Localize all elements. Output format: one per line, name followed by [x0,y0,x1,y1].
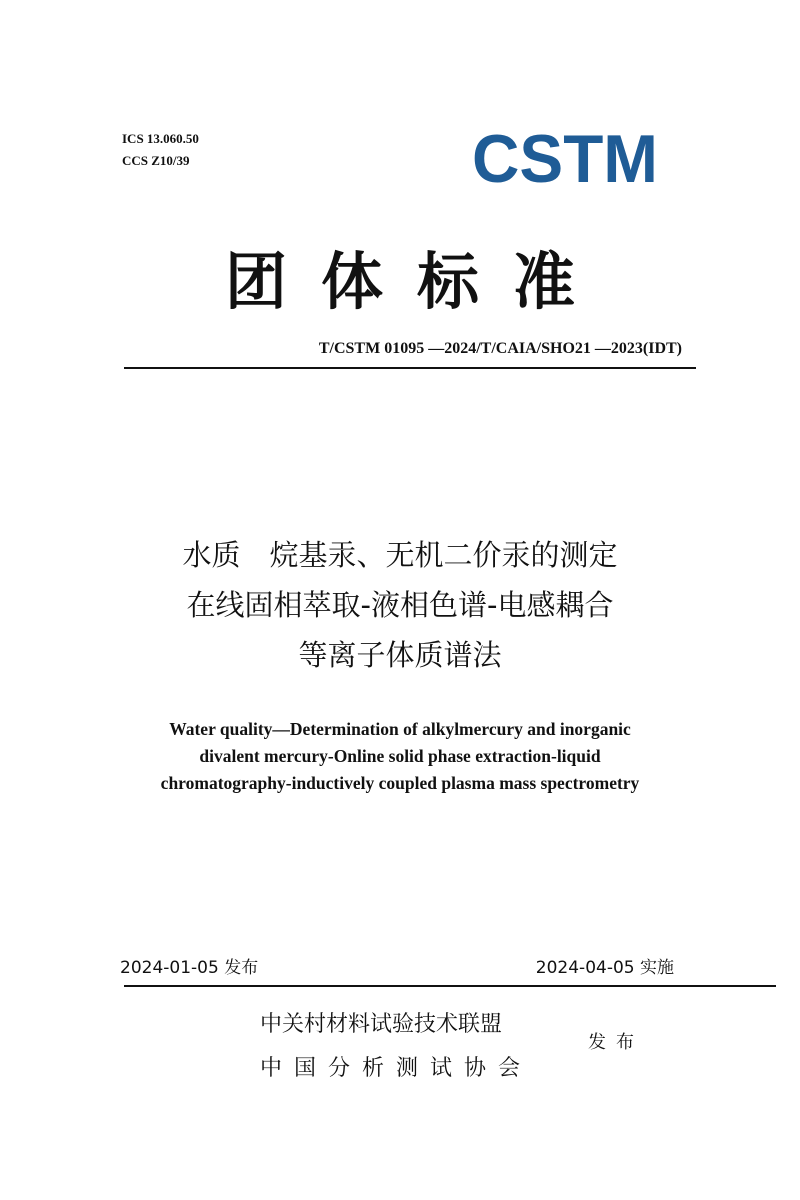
top-divider [124,367,696,369]
standard-type-heading: 团体标准 [224,245,609,318]
implementation-date: 2024-04-05 实施 [535,958,674,978]
title-zh-line: 等离子体质谱法 [298,638,502,672]
title-en-line: Water quality—Determination of alkylmercury and inorganic [169,719,631,739]
issue-label: 发布 [588,1032,644,1053]
issuer-name: 中国分析测试协会 [260,1056,533,1081]
title-zh-line: 在线固相萃取-液相色谱-电感耦合 [186,588,614,622]
ccs-code: CCS Z10/39 [122,153,190,168]
issuer-name: 中关村材料试验技术联盟 [260,1012,503,1037]
title-zh-line: 水质 烷基汞、无机二价汞的测定 [182,538,618,572]
issuing-organizations [260,1003,532,1091]
title-en-line: chromatography-inductively coupled plasma mass spectrometry [160,773,640,793]
title-english [0,716,800,797]
title-en-line: divalent mercury-Online solid phase extraction-liquid [199,746,601,766]
ics-code: ICS 13.060.50 [122,131,199,146]
cstm-logo [470,122,660,192]
title-chinese [0,530,800,680]
issue-date: 2024-01-05 发布 [120,958,259,978]
classification-codes [122,128,199,172]
svg-text:CSTM: CSTM [472,122,658,192]
standard-number: T/CSTM 01095 —2024/T/CAIA/SHO21 —2023(IDT) [318,340,682,357]
bottom-divider [124,985,776,987]
